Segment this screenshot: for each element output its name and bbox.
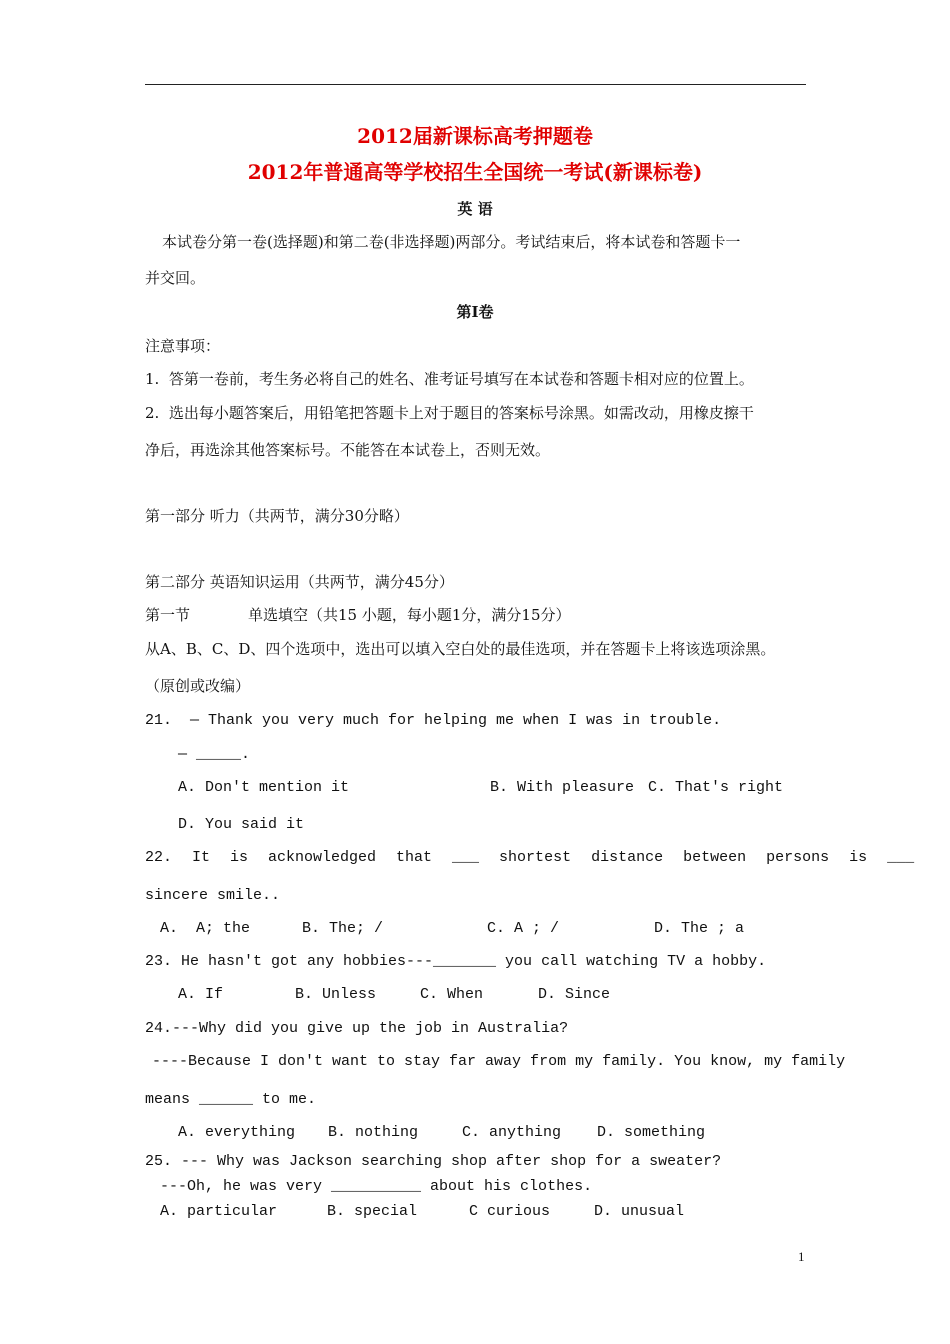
subject-heading: 英 语: [457, 200, 493, 218]
notice-item-2-line1: 2. 选出每小题答案后，用铅笔把答题卡上对于题目的答案标号涂黑。如需改动，用橡皮擦干: [145, 404, 754, 422]
q25-stem: 25. --- Why was Jackson searching shop after shop for a sweater?: [145, 1153, 722, 1170]
part1-heading: 第一部分 听力（共两节，满分30分略）: [145, 507, 409, 525]
q22-option-c: C. A ; /: [487, 920, 560, 937]
q21-stem: 21. — Thank you very much for helping me when I was in trouble.: [145, 712, 722, 729]
q21-option-a: A. Don't mention it: [178, 779, 350, 796]
q25-option-d: D. unusual: [594, 1203, 685, 1220]
notice-item-2-line2: 净后，再选涂其他答案标号。不能答在本试卷上，否则无效。: [145, 441, 551, 459]
q22-stem-part1: 22. It is acknowledged that ___ shortest distance between persons is ___: [145, 849, 915, 866]
q23-option-d: D. Since: [538, 986, 611, 1003]
q24-option-c: C. anything: [462, 1124, 562, 1141]
q21-option-d: D. You said it: [178, 816, 305, 833]
notice-item-1: 1. 答第一卷前，考生务必将自己的姓名、准考证号填写在本试卷和答题卡相对应的位置上。: [145, 370, 754, 388]
q25-option-c: C curious: [469, 1203, 551, 1220]
q24-option-d: D. something: [597, 1124, 706, 1141]
header-rule: [145, 84, 806, 85]
volume-title: 第I卷: [456, 303, 494, 321]
q24-option-b: B. nothing: [328, 1124, 419, 1141]
section1-description: 单选填空（共15 小题，每小题1分，满分15分）: [248, 606, 571, 624]
q23-option-c: C. When: [420, 986, 484, 1003]
q22-option-a: A. A; the: [160, 920, 251, 937]
q25-option-a: A. particular: [160, 1203, 278, 1220]
q24-reply-line1: ----Because I don't want to stay far away from my family. You know, my family: [152, 1053, 846, 1070]
intro-line2: 并交回。: [145, 269, 206, 287]
q24-stem: 24.---Why did you give up the job in Australia?: [145, 1020, 569, 1037]
q23-stem: 23. He hasn't got any hobbies---_______ you call watching TV a hobby.: [145, 953, 767, 970]
section1-label: 第一节: [145, 606, 191, 624]
notice-heading: 注意事项：: [145, 337, 221, 355]
q25-reply: ---Oh, he was very __________ about his clothes.: [160, 1178, 593, 1195]
q22-stem-part2: sincere smile..: [145, 887, 281, 904]
q22-option-b: B. The; /: [302, 920, 384, 937]
q22-option-d: D. The ; a: [654, 920, 745, 937]
exam-title-line2: 2012年普通高等学校招生全国统一考试(新课标卷): [247, 160, 703, 184]
q21-option-b: B. With pleasure: [490, 779, 635, 796]
page-number: 1: [798, 1249, 805, 1264]
part2-heading: 第二部分 英语知识运用（共两节，满分45分）: [145, 573, 454, 591]
exam-title-line1: 2012届新课标高考押题卷: [357, 124, 593, 148]
instruction-text: 从A、B、C、D、四个选项中，选出可以填入空白处的最佳选项，并在答题卡上将该选项涂黑。: [145, 640, 776, 658]
q23-option-b: B. Unless: [295, 986, 377, 1003]
q23-option-a: A. If: [178, 986, 224, 1003]
q25-option-b: B. special: [327, 1203, 418, 1220]
source-note: （原创或改编）: [145, 677, 251, 695]
q24-option-a: A. everything: [178, 1124, 296, 1141]
q24-reply-line2: means ______ to me.: [145, 1091, 317, 1108]
q21-option-c: C. That's right: [648, 779, 784, 796]
q21-reply: — _____.: [178, 746, 251, 763]
intro-line1: 本试卷分第一卷(选择题)和第二卷(非选择题)两部分。考试结束后，将本试卷和答题卡一: [162, 233, 741, 251]
